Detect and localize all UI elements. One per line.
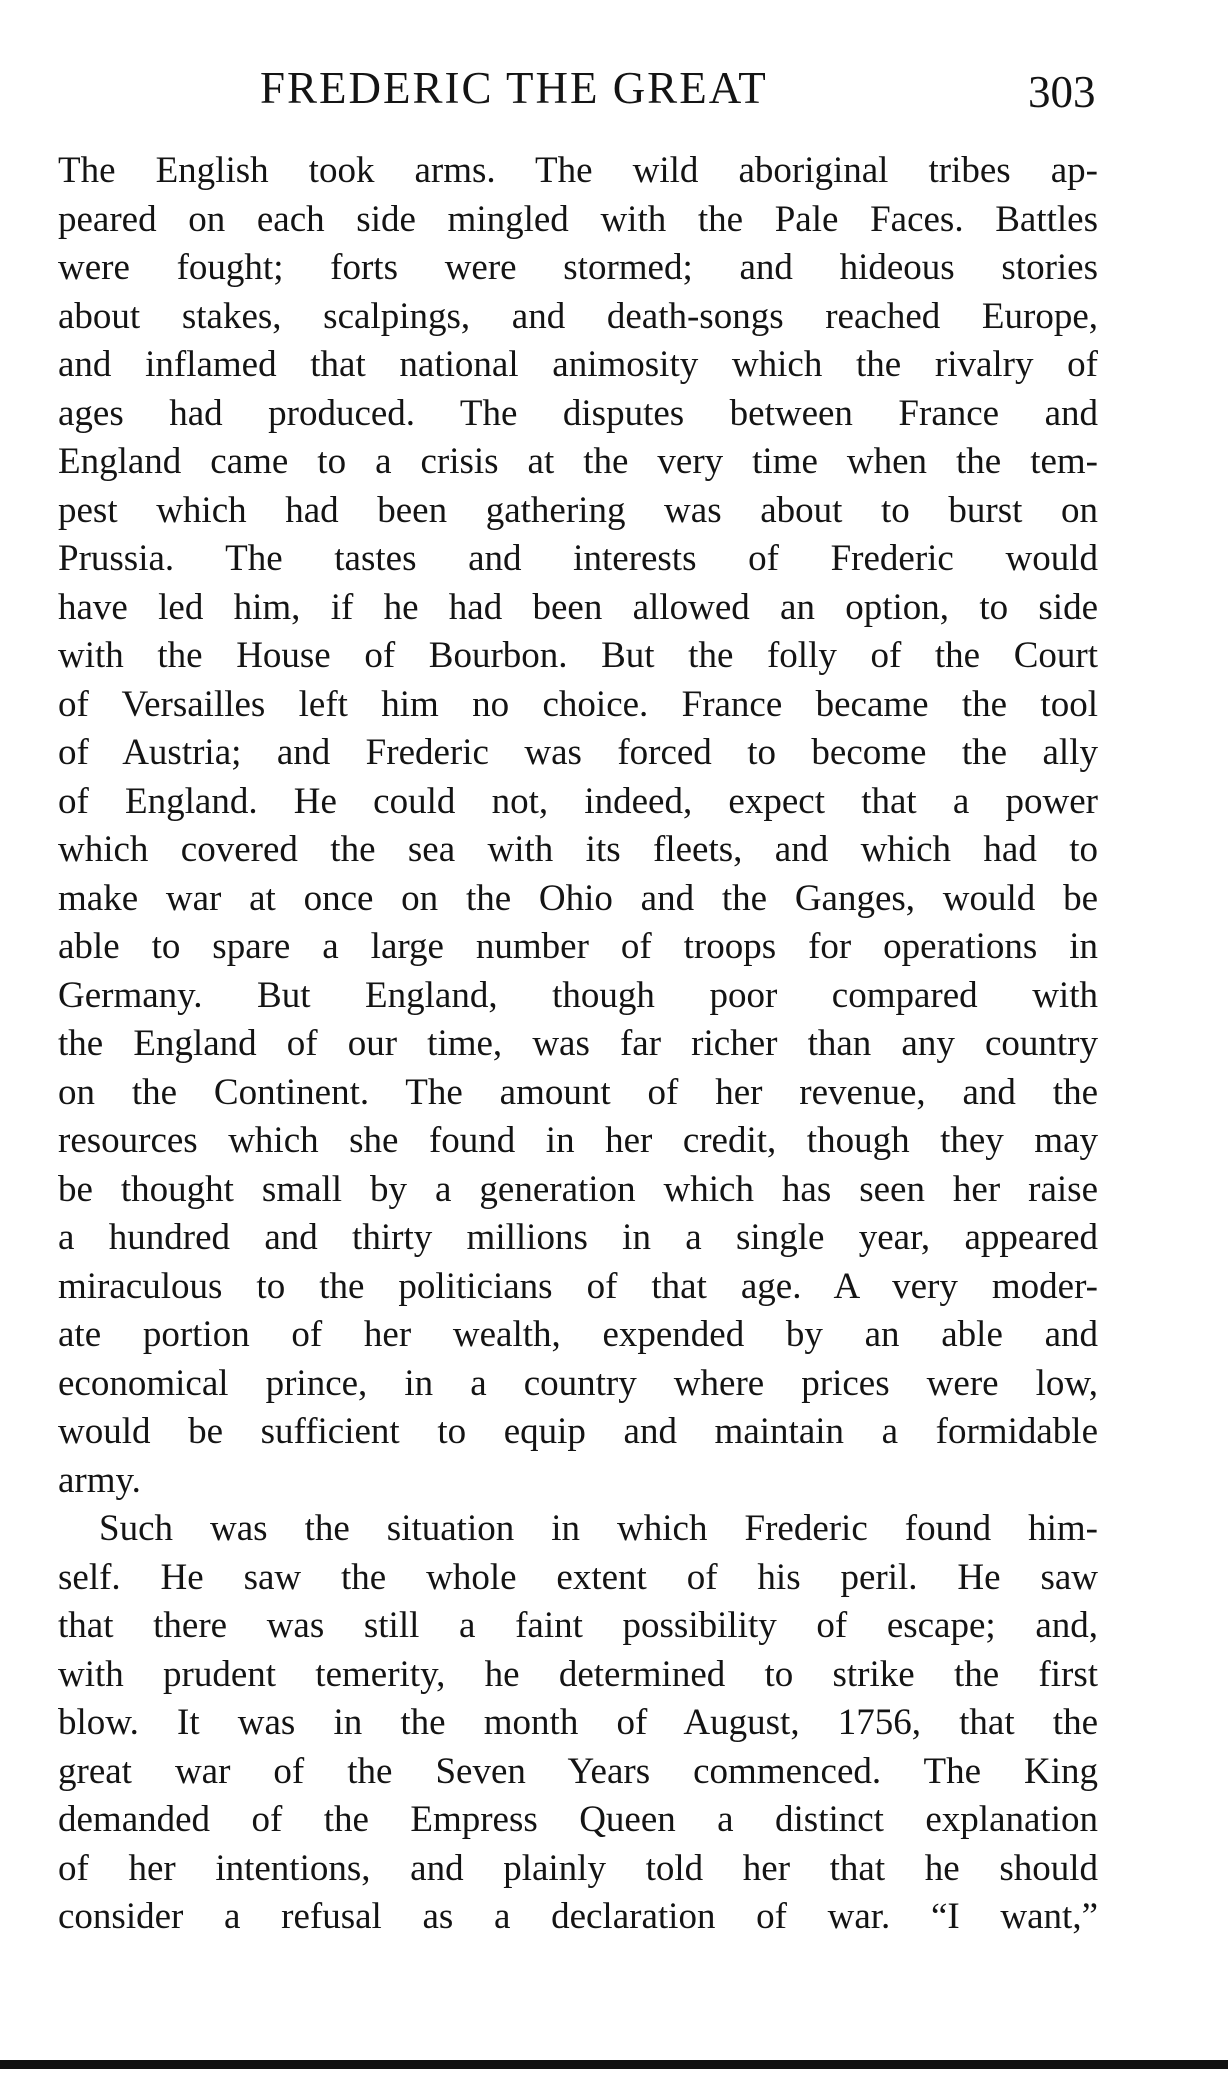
text-line: able to spare a large number of troops for operations in: [58, 926, 1098, 967]
body-text: [58, 147, 1098, 1942]
text-line: pest which had been gathering was about to burst on: [58, 489, 1098, 531]
text-line: ages had produced. The disputes between France and: [58, 392, 1098, 434]
text-line: on the Continent. The amount of her revenue, and the: [58, 1071, 1098, 1113]
text-line: have led him, if he had been allowed an option, to side: [58, 586, 1098, 628]
text-line: would be sufficient to equip and maintain a formidable: [58, 1411, 1098, 1452]
running-title: FREDERIC THE GREAT: [260, 63, 768, 113]
text-line: The English took arms. The wild aboriginal tribes ap-: [58, 150, 1098, 191]
text-line: with prudent temerity, he determined to strike the first: [58, 1653, 1098, 1695]
text-line: the England of our time, was far richer than any country: [58, 1023, 1098, 1064]
bottom-rule: [0, 2060, 1228, 2069]
text-line: be thought small by a generation which has seen her raise: [58, 1168, 1098, 1210]
text-line: make war at once on the Ohio and the Ganges, would be: [58, 877, 1098, 919]
text-line: of Austria; and Frederic was forced to become the ally: [58, 732, 1098, 773]
text-line: Such was the situation in which Frederic found him-: [99, 1508, 1098, 1549]
text-line: ate portion of her wealth, expended by an able and: [58, 1314, 1098, 1355]
text-line: a hundred and thirty millions in a single year, appeared: [58, 1217, 1098, 1258]
text-line: England came to a crisis at the very time when the tem-: [58, 441, 1098, 482]
text-line: economical prince, in a country where prices were low,: [58, 1362, 1098, 1404]
text-line: of Versailles left him no choice. France became the tool: [58, 683, 1098, 725]
text-line: Prussia. The tastes and interests of Frederic would: [58, 538, 1098, 579]
page-number: 303: [1028, 67, 1096, 117]
text-line: great war of the Seven Years commenced. The King: [58, 1750, 1098, 1792]
text-line: consider a refusal as a declaration of war. “I want,”: [58, 1896, 1098, 1937]
text-line: which covered the sea with its fleets, and which had to: [58, 829, 1098, 870]
paragraph-2: [58, 1505, 1098, 1942]
text-line: demanded of the Empress Queen a distinct explanation: [58, 1799, 1098, 1840]
text-line: blow. It was in the month of August, 1756, that the: [58, 1702, 1098, 1743]
text-line: peared on each side mingled with the Pale Faces. Battles: [58, 198, 1098, 240]
text-line: of England. He could not, indeed, expect that a power: [58, 780, 1098, 822]
text-line: Germany. But England, though poor compared with: [58, 974, 1098, 1016]
paragraph-1: [58, 147, 1098, 1505]
text-line: with the House of Bourbon. But the folly of the Court: [58, 635, 1098, 676]
text-line: of her intentions, and plainly told her that he should: [58, 1847, 1098, 1889]
text-line: self. He saw the whole extent of his peril. He saw: [58, 1556, 1098, 1598]
text-line: miraculous to the politicians of that age. A very moder-: [58, 1265, 1098, 1307]
text-line: resources which she found in her credit, though they may: [58, 1120, 1098, 1161]
text-line: were fought; forts were stormed; and hideous stories: [58, 247, 1098, 288]
text-line: army.: [58, 1459, 141, 1501]
text-line: that there was still a faint possibility of escape; and,: [58, 1605, 1098, 1646]
text-line: and inflamed that national animosity which the rivalry of: [58, 344, 1098, 385]
text-line: about stakes, scalpings, and death-songs reached Europe,: [58, 295, 1098, 337]
